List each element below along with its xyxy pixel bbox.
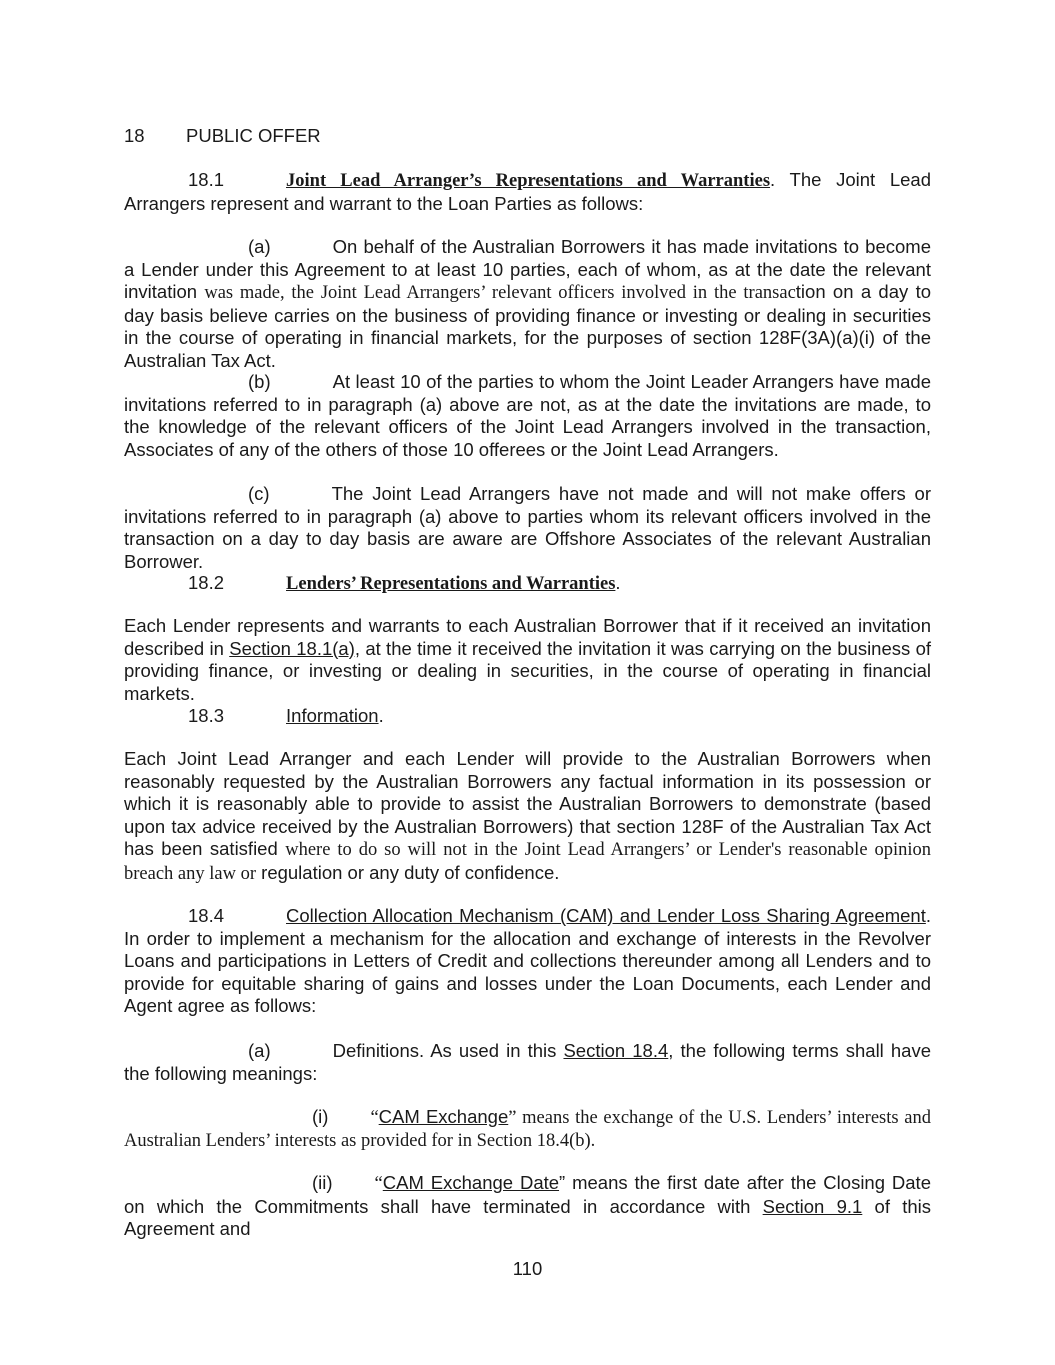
paragraph-text: On behalf of the Australian Borrowers it has made invitations to become a Lender under this Agreement to at least 10 parties, each of whom, as at the date the relevant invitation: [124, 236, 931, 302]
section-title: PUBLIC OFFER: [186, 125, 321, 146]
paragraph-18-1-b: [124, 371, 931, 461]
section-reference-link[interactable]: Section 18.4: [563, 1040, 669, 1061]
page-number: 110: [512, 1258, 543, 1279]
item-label: (i): [312, 1106, 329, 1127]
paragraph-18-3-heading: [124, 705, 931, 728]
section-reference-link[interactable]: Section 9.1: [762, 1195, 863, 1217]
subsection-number: 18.2: [188, 572, 225, 593]
subsection-number: 18.1: [188, 169, 225, 190]
paragraph-text: ” means the first date after the Closing Date on which the Commitments shall have terminated in accordance with: [124, 1172, 931, 1217]
paragraph-text: . The Joint Lead Arrangers represent and warrant to the Loan Parties as follows:: [124, 169, 932, 214]
item-label: (a): [248, 1040, 271, 1061]
paragraph-text: of this Agreement and: [124, 1195, 931, 1239]
item-label: (ii): [312, 1172, 333, 1193]
section-number: 18: [124, 125, 145, 146]
paragraph-18-4-a-ii: [124, 1172, 931, 1241]
paragraph-text: , at the time it received the invitation it was carrying on the business of providing finance, or investing or dealing in securities, in the course of operating in financial markets.: [124, 637, 931, 704]
subsection-heading: Collection Allocation Mechanism (CAM) and Lender Loss Sharing Agreement: [286, 905, 926, 926]
subsection-heading: Lenders’ Representations and Warranties: [286, 574, 616, 594]
paragraph-text: Each Joint Lead Arranger and each Lender will provide to the Australian Borrowers when reasonably requested by the Australian Borrowers any factual information in its possession or which it is reasonably able to provide to assist the Australian Borrowers to demonstrate (based upon tax advice received by the Australian Borrowers) that section 128F of the Australian Tax Act has been satisfied: [124, 748, 931, 859]
paragraph-text: Each Lender represents and warrants to each Australian Borrower that if it received an invitation described in: [124, 615, 931, 659]
heading-period: .: [615, 572, 621, 593]
paragraph-18-1-a: [124, 236, 931, 372]
paragraph-text: At least 10 of the parties to whom the Joint Leader Arrangers have made invitations referred to in paragraph (a) above are not, as at the date the invitations are made, to the knowledge of the relevant officers of the Joint Lead Arrangers involved in the transaction, Associates of any of the others of those 10 offerees or the Joint Lead Arrangers.: [124, 371, 931, 460]
paragraph-text: ” means the exchange of the U.S. Lenders’ interests and Australian Lenders’ interests as provided for in Section 18.4(b).: [124, 1108, 931, 1151]
heading-period: .: [378, 705, 384, 726]
paragraph-18-4: [124, 905, 931, 1018]
subsection-heading: Information: [286, 705, 379, 726]
subsection-heading: Joint Lead Arranger’s Representations and Warranties: [286, 171, 771, 191]
paragraph-18-3-body: [124, 748, 931, 885]
paragraph-text: , the following terms shall have the following meanings:: [124, 1040, 931, 1084]
paragraph-text-serif: where to do so will not in the Joint Lead Arrangers’ or Lender's reasonable opinion breach any law or: [124, 840, 932, 884]
defined-term: CAM Exchange Date: [382, 1172, 560, 1193]
paragraph-18-1-c: [124, 483, 931, 573]
section-reference-link[interactable]: Section 18.1(a): [229, 637, 355, 659]
paragraph-text: The Joint Lead Arrangers have not made and will not make offers or invitations referred to in paragraph (a) above to parties whom its relevant officers involved in the transaction on a day to day basis are aware are Offshore Associates of the relevant Australian Borrower.: [124, 483, 931, 572]
item-label: (c): [248, 483, 270, 504]
paragraph-18-2-heading: [124, 572, 931, 596]
subsection-number: 18.3: [188, 705, 225, 726]
open-quote: “: [370, 1108, 379, 1128]
paragraph-18-4-a-i: [124, 1106, 931, 1152]
defined-term: CAM Exchange: [378, 1106, 509, 1127]
open-quote: “: [374, 1174, 383, 1194]
paragraph-18-2-body: [124, 615, 931, 705]
paragraph-text: regulation or any duty of confidence.: [256, 861, 560, 883]
paragraph-text: tion on a day to day basis believe carries on the business of providing finance or investing or dealing in securities in the course of operating in financial markets, for the purposes of section 128F(3A)(a)(i) of the Australian Tax Act.: [124, 281, 932, 371]
item-label: (b): [248, 371, 271, 392]
item-label: (a): [248, 236, 271, 257]
paragraph-18-4-a: [124, 1040, 931, 1085]
paragraph-18-1: [124, 169, 931, 215]
subsection-number: 18.4: [188, 905, 225, 926]
section-heading: [124, 125, 931, 148]
paragraph-text: . In order to implement a mechanism for the allocation and exchange of interests in the Revolver Loans and participations in Letters of Credit and collections thereunder among all Lenders and to provide for equitable sharing of gains and losses under the Loan Documents, each Lender and Agent agree as follows:: [124, 905, 931, 1016]
paragraph-text-serif: was made, the Joint Lead Arrangers’ relevant officers involved in the transac: [204, 283, 796, 303]
paragraph-text: Definitions. As used in this: [332, 1040, 564, 1061]
